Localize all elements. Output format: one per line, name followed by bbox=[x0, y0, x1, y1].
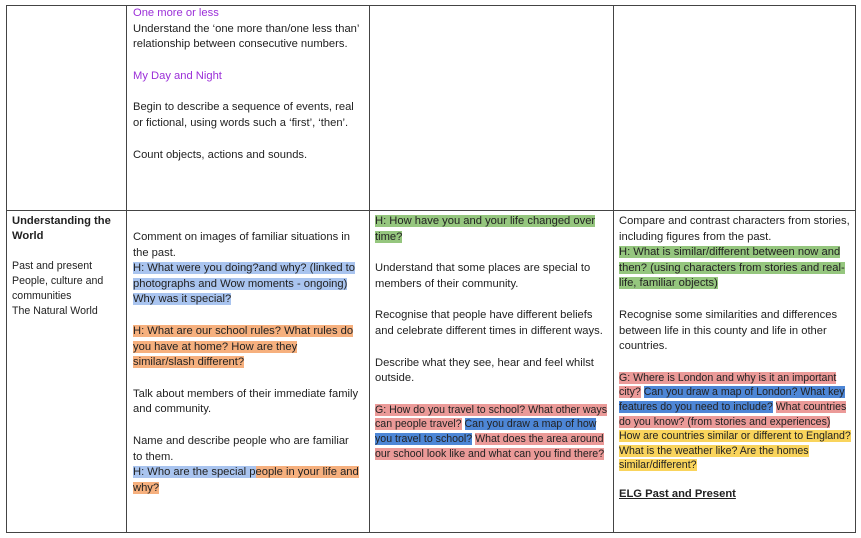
question-life-changed: H: How have you and your life changed over time? bbox=[375, 215, 596, 243]
question-countries-compare: How are countries similar or different to England? What is the weather like? Are the homes similar/different? bbox=[619, 430, 851, 472]
col2-cell bbox=[133, 230, 361, 496]
question-map-travel: Can you draw a map of how you travel to school? bbox=[375, 418, 597, 445]
question-area-around-school: What does the area around our school look like and what can you find there? bbox=[375, 432, 605, 460]
col3-cell bbox=[375, 214, 607, 461]
special-places-text: Understand that some places are special to members of their community. bbox=[375, 262, 591, 290]
area-title: Understanding the World bbox=[12, 215, 111, 242]
describe-outside-text: Describe what they see, hear and feel whilst outside. bbox=[375, 356, 594, 385]
question-similar-different: H: What is similar/different between now and then? (using characters from stories and real-life, familiar objects) bbox=[619, 246, 845, 290]
beliefs-text: Recognise that people have different beliefs and celebrate different times in different ways. bbox=[375, 309, 603, 337]
name-text: Name and describe people who are familiar to them. bbox=[133, 434, 349, 463]
table-border-bottom bbox=[6, 532, 856, 533]
question-london: G: Where is London and why is it an important city? bbox=[619, 371, 837, 399]
table-border-right bbox=[855, 5, 856, 533]
question-travel-school: G: How do you travel to school? What other ways can people travel? bbox=[375, 403, 607, 431]
question-countries-known: What countries do you know? (from stories and experiences) bbox=[619, 400, 847, 428]
question-what-doing: H: What were you doing?and why? (linked to photographs and Wow moments - ongoing) Why was it special? bbox=[133, 262, 356, 306]
column-divider-3 bbox=[613, 5, 614, 533]
elg-heading: ELG Past and Present bbox=[619, 487, 736, 500]
compare-text: Compare and contrast characters from stories, including figures from the past. bbox=[619, 215, 850, 243]
question-special-people-b: eople in your life and why? bbox=[133, 466, 359, 494]
top-row-cell bbox=[133, 6, 359, 163]
one-more-text: Understand the ‘one more than/one less than’ relationship between consecutive numbers. bbox=[133, 22, 359, 51]
table-border-left bbox=[6, 5, 7, 533]
question-map-london: Can you draw a map of London? What key features do you need to include? bbox=[619, 386, 845, 413]
talk-text: Talk about members of their immediate family and community. bbox=[133, 387, 359, 416]
one-more-heading: One more or less bbox=[133, 7, 219, 19]
recognise-text: Recognise some similarities and differences between life in this county and life in other countries. bbox=[619, 308, 838, 353]
column-divider-2 bbox=[369, 5, 370, 533]
sequence-text: Begin to describe a sequence of events, real or fictional, using words such a ‘first’, ‘then’. bbox=[133, 101, 354, 129]
question-school-rules: H: What are our school rules? What rules do you have at home? How are they similar/slash different? bbox=[133, 324, 354, 369]
area-cell bbox=[12, 214, 124, 319]
col4-cell bbox=[619, 214, 851, 503]
count-text: Count objects, actions and sounds. bbox=[133, 148, 308, 161]
comment-text: Comment on images of familiar situations in the past. bbox=[133, 231, 351, 259]
question-special-people-a: H: Who are the special p bbox=[133, 466, 256, 479]
strand-natural-world: The Natural World bbox=[12, 305, 98, 317]
column-divider-1 bbox=[126, 5, 127, 533]
strand-people-culture: People, culture and communities bbox=[12, 275, 104, 302]
day-night-heading: My Day and Night bbox=[133, 69, 222, 82]
strand-past-present: Past and present bbox=[12, 260, 93, 272]
row-divider bbox=[6, 210, 856, 211]
